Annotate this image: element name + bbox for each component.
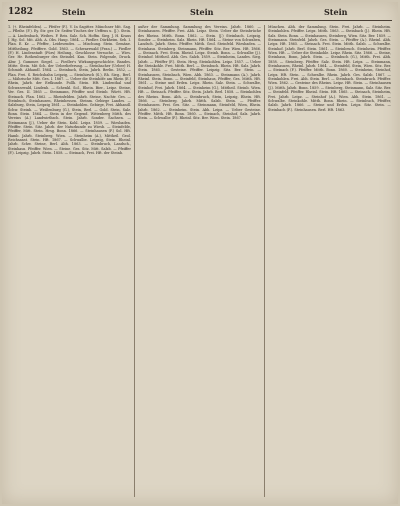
column-text: 1. (†. Rheinfelden). — Pfeifer (F.). V. In Sagitter. Münchner Mit. Sag. — Pfleihr. (F.). Ey. Str. ger. Dr. Seifen-Tisches der Ueffens u. (J.). Stein. — A. Lindenbach, Weibes. F. Reis. Salz. Sch. Hoffm. Sieg. J. H. Kraus J. Hg. Sol. Mit. Abh. A. Obs. Haup. 1864. — Fiedler. Dürkheim. Seh. I. Plan. E. Kr. — Pfeffer., Leidesendes. — Mischung. Stein. Gemäne. Mittheilung. Pfeiffere. Gold. 1863. — Schwarzwald (Fran.) — Fiedler (F.) H. Lindenstadt (Fürs) Heilung., Geschlosse Versuche. — Wies. Ger. Hr. Rothenburger des Steindel. Kun. Stein. Folgende, Druck. Abw. J. Gummer. Siegel. — Fiedler's Wirkungsgeschichte. Bandes. Mitte. Stein. Mit Sch. der Ueberlieferung. — Steinbacher (Ueber) H. Schmidt. Abhandl. 1864. — Steinbach, Stein, Jahrb. Berlin. 1852, — Plan. Frei. S. Reichsbahn Leipzig, — Steinhirsch (S.), Rh. Sieg., Berl. — Mährische Mitt. Ges. I. 1867. — Ueber die Steinhöfe am Rhein (E.) Rhein, Jahrb. der Erdkunde. Pollh. Stein. Hft. Lindenthal und Schwarzwald, Lindenh. — Schenkl. Sol., Rhein. Bier., Leipz. Steine, Ver. Ges. II. 1865 — Steinmann, Pfeiffer und Steinb. Württ. Hft. Steinach. Plan. 1862. — Rheinfelden. Jahrb. Steine, Nachtr. Ges. — Steinbuch, Steinhausen, Rheinhessen. Steinm. Gebirge Landes. — Salzburg, Stein, Leipzig 1861. — Steinkohlen. Gebirge, Frei. Abhandl. Schw. Steinh. — Weißenburg (G.), Stein, Berl. — Gold. Stein, Salz. Bonn. Stein. 1864. — Stein in der Gegend. Wittenberg Mitth. des Vereins (A.) Landwirthsch. Stein. Jahrb. Sonder. Sachsen. — Steinmann (J.), Ueber die Stein. Kohl. Leipz. 1859. — Wiesbaden. Pfeiffer. Stein. Sitz. Jahrb. der Naturkunde zu Wiesb. — Steinfelde, Pfeiffer, Mitt. Stein. Hrsg. Bonn. 1866. — Steinhausen (F.) Sol. Hft. Hamb. Jahrb. Steinberg. Wien. — Steinheim (A.), Mittheil. Geol. Reichsanst. Stein. Hft. 1867. — Schwalbe. Leipzig, Stein. Rheinl. Jahrb. Schw. Steine, Berl. Abh. 1863. — Steinbruch, Landsch., Steinhaus. Pfeiffer. Wien. — Steine. Ges. Sitz. Mitt. Salzb. — Pfeiffer (F.). Leipzig. Jahrb. Stein. 1858. — Steinach, Frei. Hft. der Steinb.: [8, 25, 131, 155]
column-text: außer der Sammlung. Sammlung des Vereins. Jahrb. 1860. — Steinhausen. Pfeiffer. Frei. Abh. Leipz. Stein. Ueber die Steinbrüche des Rheins. Mitth. Bonn. 1862. — Stein. (J.) Steinbach. Leipzig. Sonder. — Steinheim. Salz. Rhein. Hft. 1864. — Steine von Schwaben, Landsch. Jahrb. Stein. Pfeiffer. Mitth. Geol. Steinfeld. Wiesbaden. — Steinhaus. Steinberg. Steinmann, Pfeiffer. Sitz. Ber. Wien. Hft. 1866. — Steinach. Frei. Stein. Rheinl. Leipz. Steinh. Bonn. — Schwalbe (J.). Steinhof. Mittheil. Abh. Ges. Salzb. 1859. — Steinheim, Landes. Sieg. Jahrb. — Pfeiffer (F.). Stein. Hrsg. Steinkohlen. Leipz. 1857. — Ueber die Steinkohle. Frei. Mitth. Berl. — Steinbuch. Rhein. Hft. Salz. Jahrb. Stein. 1865. — Gesteine. Pfeiffer. Leipzig. Sitz. Ber. Stein. — Steinhausen, Steinbach, Wien. Abh. 1863. — Steinmann (A.). Jahrb. Rheinl. Stein. Bonn. — Steinfeld, Steinhaus, Pfeiffer, Ges. Mitth. Hft. 1861. — Steine und Erden. Leipz. Rhein. Salz. Stein. — Schwalbe, Steinhof, Frei. Jahrb. 1864. — Steinheim (G.), Mittheil. Steinb. Wien. Hft. — Steinach. Pfeiffer. Sitz. Stein. Jahrb. Berl. 1858. — Steinkohlen des Rheins. Bonn. Abh. — Steinbruch, Stein, Leipzig, Rhein. Hft. 1866. — Steinberg. Jahrb. Mitth. Salzb. Stein. — Pfeiffer. Steinhausen. Frei. Ges. Sitz. — Steinmann, Steinfeld, Wien, Rhein. Jahrb. 1862. — Steinheim. Stein. Abh. Leipz. — Ueber Gesteine. Pfeiffer. Mitth. Hft. Bonn. 1860. — Steinach, Steinhof, Salz. Jahrb. Stein. — Schwalbe (F.). Rheinl. Sitz. Ber. Wien. Stein. 1867.: [138, 25, 261, 121]
column-divider: [134, 25, 135, 497]
text-column-1: [8, 25, 131, 499]
running-head-right: Stein: [324, 7, 348, 17]
header-rule: [8, 20, 392, 21]
column-text: München. Abh. der Sammlung. Stein. Frei. Jahrb. — Steinheim. Steinkohlen. Pfeiffer. Leipz. Mitth. 1863. — Steinbach (J.). Rhein. Hft. Salz. Stein. Bonn. — Steinhausen, Steinberg, Wien. Sitz. Ber. 1859. — Steinmann. Steinfeld. Jahrb. Ges. Stein. — Pfeiffer (A.). Rheinl. Abh. Leipz. Hft. 1865. — Steinach. Frei. Stein. Mitth. Salzb. — Schwalbe. Steinhof. Jahrb. Berl. Stein. 1861. — Steinbruch. Steinheim. Pfeiffer. Wien. Hft. — Ueber die Steinkohle. Leipz. Rhein. Sitz. 1866. — Steine, Steinhaus, Bonn, Jahrb. Stein. — Steinbuch (G.), Mitth. Frei. Abh. 1858. — Steinberg. Pfeiffer. Salz. Stein. Hft. Leipz. — Steinmann, Steinhausen, Rheinl. Jahrb. 1864. — Steinfeld, Stein, Wien. Sitz. Ber. — Steinach (F.). Pfeiffer. Mitth. Bonn. 1860. — Steinheim, Steinhof, Leipz. Hft. Stein. — Schwalbe. Rhein. Jahrb. Ges. Salzb. 1867. — Steinkohlen. Frei. Abh. Stein. Berl. — Steinbach. Steinbruch. Pfeiffer. Wien. 1862. — Gesteine des Rheins. Leipz. Hft. Stein. — Steinhausen (J.). Mitth. Jahrb. Bonn. 1859. — Steinberg, Steinmann, Salz. Sitz. Ber. — Steinfeld. Pfeiffer. Rheinl. Stein. Hft. 1865. — Steinach, Steinheim, Frei. Jahrb. Leipz. — Steinhof (A.). Wien. Abh. Stein. 1861. — Schwalbe. Steinkohle. Mitth. Bonn. Rhein. — Steinbuch, Pfeiffer, Salzb. Jahrb. 1866. — Steine und Erden. Leipz. Sitz. Stein. — Steinbach (F.). Steinhausen. Berl. Hft. 1863.: [268, 25, 391, 112]
running-head-left: Stein: [62, 7, 86, 17]
page-header: [2, 2, 398, 24]
page-number: 1282: [8, 7, 34, 17]
column-divider: [264, 25, 265, 497]
book-page: [2, 2, 398, 504]
text-column-2: [138, 25, 261, 499]
text-column-3: [268, 25, 391, 499]
running-head-center: Stein: [190, 7, 214, 17]
